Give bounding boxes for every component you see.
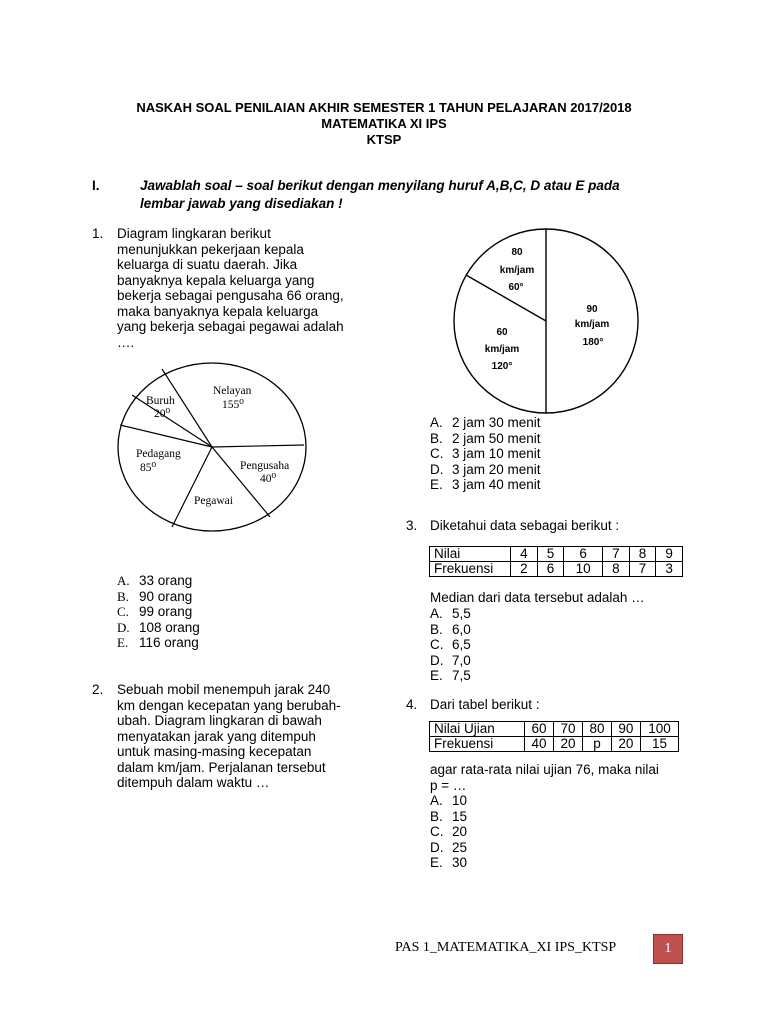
option-letter: A. — [430, 415, 443, 430]
option-text: 2 jam 50 menit — [452, 430, 541, 446]
option-letter: C. — [430, 824, 444, 839]
table-cell: 2 — [511, 562, 538, 577]
option-letter: B. — [430, 808, 443, 824]
option-letter: C. — [430, 446, 444, 461]
option-letter: D. — [117, 619, 130, 635]
q2-line: untuk masing-masing kecepatan — [117, 744, 312, 759]
table-cell: 6 — [564, 547, 603, 562]
q2-pie-speed-90: 90 — [586, 304, 598, 315]
q1-line: …. — [117, 334, 135, 350]
table-cell: 7 — [603, 547, 630, 562]
q1-line: maka banyaknya kepala keluarga — [117, 303, 319, 319]
q2-pie-chart — [446, 228, 646, 416]
q2-line: ubah. Diagram lingkaran di bawah — [117, 713, 322, 728]
document-title: NASKAH SOAL PENILAIAN AKHIR SEMESTER 1 TAHUN PELAJARAN 2017/2018 — [136, 100, 632, 115]
q1-option[interactable] — [117, 573, 200, 589]
q1-line: banyaknya kepala keluarga yang — [117, 272, 315, 288]
q2-option[interactable] — [430, 446, 541, 462]
option-text: 30 — [452, 855, 468, 870]
q4-option[interactable] — [430, 840, 467, 856]
option-letter: E. — [117, 635, 129, 650]
q2-option[interactable] — [430, 431, 541, 447]
option-letter: E. — [430, 855, 443, 870]
table-cell: 80 — [582, 722, 611, 737]
option-text: 7,0 — [452, 652, 471, 668]
footer-label: PAS 1_MATEMATIKA_XI IPS_KTSP — [395, 940, 617, 955]
table-cell: 10 — [564, 562, 603, 577]
option-text: 6,5 — [452, 637, 471, 652]
option-letter: D. — [430, 839, 444, 855]
option-text: 25 — [452, 839, 468, 855]
option-text: 6,0 — [452, 621, 471, 637]
option-text: 3 jam 40 menit — [452, 477, 541, 492]
q2-pie-unit-60: km/jam — [484, 344, 520, 355]
q3-number: 3. — [406, 518, 418, 533]
q1-pie-label-nelayan: Nelayan — [213, 385, 252, 397]
q1-text — [117, 226, 344, 350]
option-text: 5,5 — [452, 606, 471, 621]
q3-option[interactable] — [430, 653, 471, 669]
table-cell: 40 — [525, 737, 554, 752]
table-row — [430, 562, 683, 577]
q4-option[interactable] — [430, 824, 467, 840]
q1-line: menunjukkan pekerjaan kepala — [117, 241, 304, 257]
q4-question-line: p = … — [430, 777, 467, 793]
q2-pie-unit-90: km/jam — [574, 319, 610, 330]
section-number: I. — [92, 178, 100, 193]
q1-option[interactable] — [117, 589, 200, 605]
table-cell: 15 — [640, 737, 678, 752]
q2-pie-deg-90: 180° — [582, 337, 604, 348]
q2-option[interactable] — [430, 462, 541, 478]
table-cell: 8 — [603, 562, 630, 577]
q1-option[interactable] — [117, 604, 200, 620]
option-text: 108 orang — [139, 619, 200, 635]
q1-line: bekerja sebagai pengusaha 66 orang, — [117, 288, 344, 303]
q2-line: ditempuh dalam waktu … — [117, 775, 270, 790]
q3-data-table — [429, 546, 683, 577]
option-letter: C. — [117, 604, 129, 619]
option-text: 20 — [452, 824, 468, 839]
option-letter: D. — [430, 461, 444, 477]
q1-line: yang bekerja sebagai pegawai adalah — [117, 319, 344, 334]
q3-intro: Diketahui data sebagai berikut : — [430, 518, 620, 533]
q1-pie-label-pedagang: Pedagang — [136, 448, 181, 460]
q1-pie-divider — [212, 445, 304, 447]
q3-options — [430, 606, 471, 684]
q2-pie-deg-80: 60° — [508, 282, 524, 293]
q1-pie-label-pegawai: Pegawai — [194, 495, 233, 507]
option-letter: A. — [117, 573, 130, 588]
q4-number: 4. — [406, 697, 418, 712]
option-text: 33 orang — [139, 573, 193, 588]
q2-line: Sebuah mobil menempuh jarak 240 — [117, 682, 331, 697]
section-instruction-line: Jawablah soal – soal berikut dengan menyilang huruf A,B,C, D atau E pada — [140, 178, 620, 193]
q3-option[interactable] — [430, 606, 471, 622]
table-row — [430, 547, 683, 562]
q3-option[interactable] — [430, 668, 471, 684]
q4-option[interactable] — [430, 793, 467, 809]
q4-options — [430, 793, 467, 871]
table-cell: 3 — [656, 562, 683, 577]
q3-option[interactable] — [430, 637, 471, 653]
q4-intro: Dari tabel berikut : — [430, 697, 540, 712]
table-cell: 20 — [553, 737, 582, 752]
table-cell: 60 — [525, 722, 554, 737]
option-text: 99 orang — [139, 604, 193, 619]
table-row — [430, 722, 679, 737]
table-cell: 20 — [611, 737, 640, 752]
q1-pie-value-buruh: 20⁰ — [154, 408, 171, 420]
option-letter: E. — [430, 668, 443, 683]
option-text: 90 orang — [139, 588, 193, 604]
option-letter: A. — [430, 793, 443, 808]
table-cell: 9 — [656, 547, 683, 562]
table-row — [430, 737, 679, 752]
q1-line: Diagram lingkaran berikut — [117, 226, 271, 241]
q1-pie-chart — [110, 358, 315, 538]
q2-pie-deg-60: 120° — [491, 361, 513, 372]
document-curriculum: KTSP — [366, 132, 402, 147]
q2-text — [117, 682, 341, 791]
option-text: 3 jam 20 menit — [452, 461, 541, 477]
table-cell: 70 — [553, 722, 582, 737]
table-cell: Nilai Ujian — [430, 722, 525, 737]
table-cell: 4 — [511, 547, 538, 562]
q2-pie-speed-80: 80 — [511, 247, 523, 258]
table-cell: 7 — [629, 562, 656, 577]
q4-question — [430, 762, 659, 793]
q2-options — [430, 415, 541, 493]
q2-pie-speed-60: 60 — [496, 327, 508, 338]
table-cell: 5 — [537, 547, 564, 562]
q3-question: Median dari data tersebut adalah … — [430, 590, 645, 605]
option-letter: B. — [117, 588, 129, 604]
q2-option[interactable] — [430, 477, 541, 493]
q2-option[interactable] — [430, 415, 541, 431]
table-cell: 100 — [640, 722, 678, 737]
q2-pie-unit-80: km/jam — [499, 265, 535, 276]
q1-options — [117, 573, 200, 651]
option-letter: B. — [430, 621, 443, 637]
q1-option[interactable] — [117, 635, 200, 651]
q2-number: 2. — [92, 682, 104, 697]
section-instruction — [140, 177, 620, 213]
q2-line: dalam km/jam. Perjalanan tersebut — [117, 759, 326, 775]
table-cell: Frekuensi — [430, 562, 511, 577]
option-letter: C. — [430, 637, 444, 652]
table-cell: 6 — [537, 562, 564, 577]
q4-option[interactable] — [430, 855, 467, 871]
table-cell: p — [582, 737, 611, 752]
page-number-badge: 1 — [653, 934, 683, 964]
q1-option[interactable] — [117, 620, 200, 636]
option-text: 2 jam 30 menit — [452, 415, 541, 430]
option-letter: D. — [430, 652, 444, 668]
q1-pie-label-buruh: Buruh — [146, 395, 175, 407]
q4-question-line: agar rata-rata nilai ujian 76, maka nilai — [430, 762, 659, 777]
option-text: 3 jam 10 menit — [452, 446, 541, 461]
q2-line: km dengan kecepatan yang berubah- — [117, 697, 341, 713]
q1-number: 1. — [92, 226, 104, 241]
option-text: 10 — [452, 793, 468, 808]
option-text: 7,5 — [452, 668, 471, 683]
q1-line: keluarga di suatu daerah. Jika — [117, 257, 298, 272]
option-letter: B. — [430, 430, 443, 446]
option-letter: E. — [430, 477, 443, 492]
table-cell: 90 — [611, 722, 640, 737]
q2-pie-divider — [466, 275, 546, 321]
q3-option[interactable] — [430, 622, 471, 638]
q1-pie-value-nelayan: 155⁰ — [222, 399, 244, 411]
option-text: 15 — [452, 808, 468, 824]
table-cell: Nilai — [430, 547, 511, 562]
table-cell: 8 — [629, 547, 656, 562]
option-letter: A. — [430, 606, 443, 621]
q4-data-table — [429, 721, 679, 752]
table-cell: Frekuensi — [430, 737, 525, 752]
q1-pie-value-pengusaha: 40⁰ — [260, 473, 277, 485]
option-text: 116 orang — [139, 635, 199, 650]
q1-pie-label-pengusaha: Pengusaha — [240, 460, 290, 472]
section-instruction-line: lembar jawab yang disediakan ! — [140, 196, 343, 211]
q1-pie-divider — [120, 425, 212, 447]
q2-line: menyatakan jarak yang ditempuh — [117, 728, 316, 744]
q1-pie-value-pedagang: 85⁰ — [140, 462, 157, 474]
q4-option[interactable] — [430, 809, 467, 825]
document-subject: MATEMATIKA XI IPS — [321, 116, 447, 131]
